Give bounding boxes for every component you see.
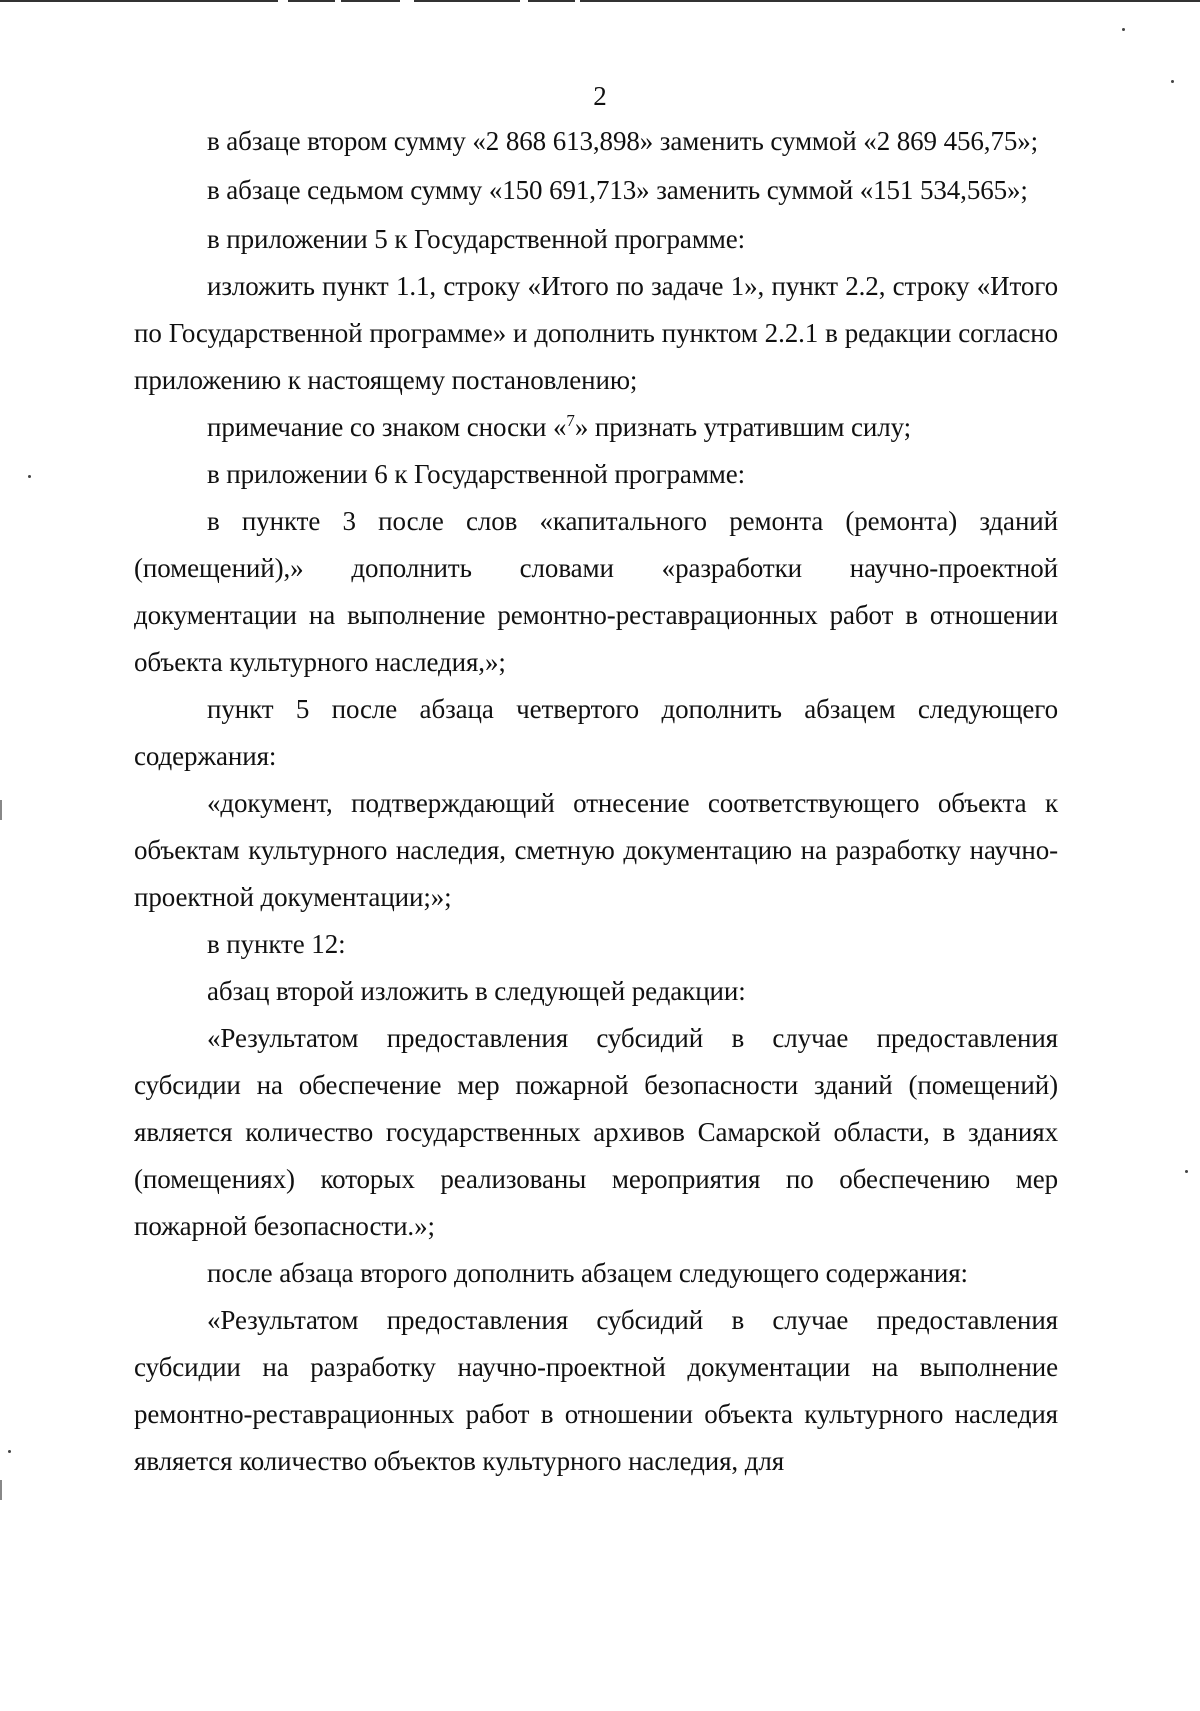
paragraph: после абзаца второго дополнить абзацем следующего содержания: — [207, 1258, 968, 1288]
scan-edge-mark — [0, 800, 2, 820]
scan-top-border — [0, 0, 1200, 2]
scan-speck — [1185, 1170, 1188, 1173]
paragraph: в абзаце втором сумму «2 868 613,898» заменить суммой «2 869 456,75»; — [207, 126, 1039, 156]
paragraph-text: примечание со знаком сноски « — [207, 412, 567, 442]
paragraph: изложить пункт 1.1, строку «Итого по задаче 1», пункт 2.2, строку «Итого по Государственной программе» и дополнить пунктом 2.2.1 в редакции согласно приложению к настоящему постановлению; — [134, 271, 1058, 395]
page-number: 2 — [593, 81, 607, 111]
paragraph: в приложении 5 к Государственной программе: — [207, 224, 746, 254]
paragraph: «Результатом предоставления субсидий в случае предоставления субсидии на разработку научно-проектной документации на выполнение ремонтно-реставрационных работ в отношении объекта культурного наследия является количество объектов культурного наследия, для — [134, 1305, 1058, 1476]
paragraph: в пункте 3 после слов «капитального ремонта (ремонта) зданий (помещений),» дополнить словами «разработки научно-проектной документации на выполнение ремонтно-реставрационных работ в отношении объекта культурного наследия,»; — [134, 506, 1058, 677]
paragraph: пункт 5 после абзаца четвертого дополнить абзацем следующего содержания: — [134, 694, 1058, 771]
paragraph-footnote-note — [134, 404, 1058, 451]
scan-edge-mark — [0, 1480, 2, 1500]
paragraph: в пункте 12: — [207, 929, 346, 959]
paragraph: «Результатом предоставления субсидий в случае предоставления субсидии на обеспечение мер пожарной безопасности зданий (помещений) является количество государственных архивов Самарской области, в зданиях (помещениях) которых реализованы мероприятия по обеспечению мер пожарной безопасности.»; — [134, 1023, 1058, 1241]
scan-speck — [8, 1450, 11, 1453]
paragraph: абзац второй изложить в следующей редакции: — [207, 976, 746, 1006]
footnote-mark: 7 — [566, 411, 575, 430]
paragraph-text: » признать утратившим силу; — [574, 412, 912, 442]
paragraph: «документ, подтверждающий отнесение соответствующего объекта к объектам культурного наследия, сметную документацию на разработку научно-проектной документации;»; — [134, 788, 1058, 912]
scan-speck — [28, 475, 31, 478]
paragraph: в абзаце седьмом сумму «150 691,713» заменить суммой «151 534,565»; — [207, 175, 1028, 205]
paragraph: в приложении 6 к Государственной программе: — [207, 459, 746, 489]
scan-speck — [1122, 28, 1125, 31]
document-body — [134, 118, 1058, 1485]
